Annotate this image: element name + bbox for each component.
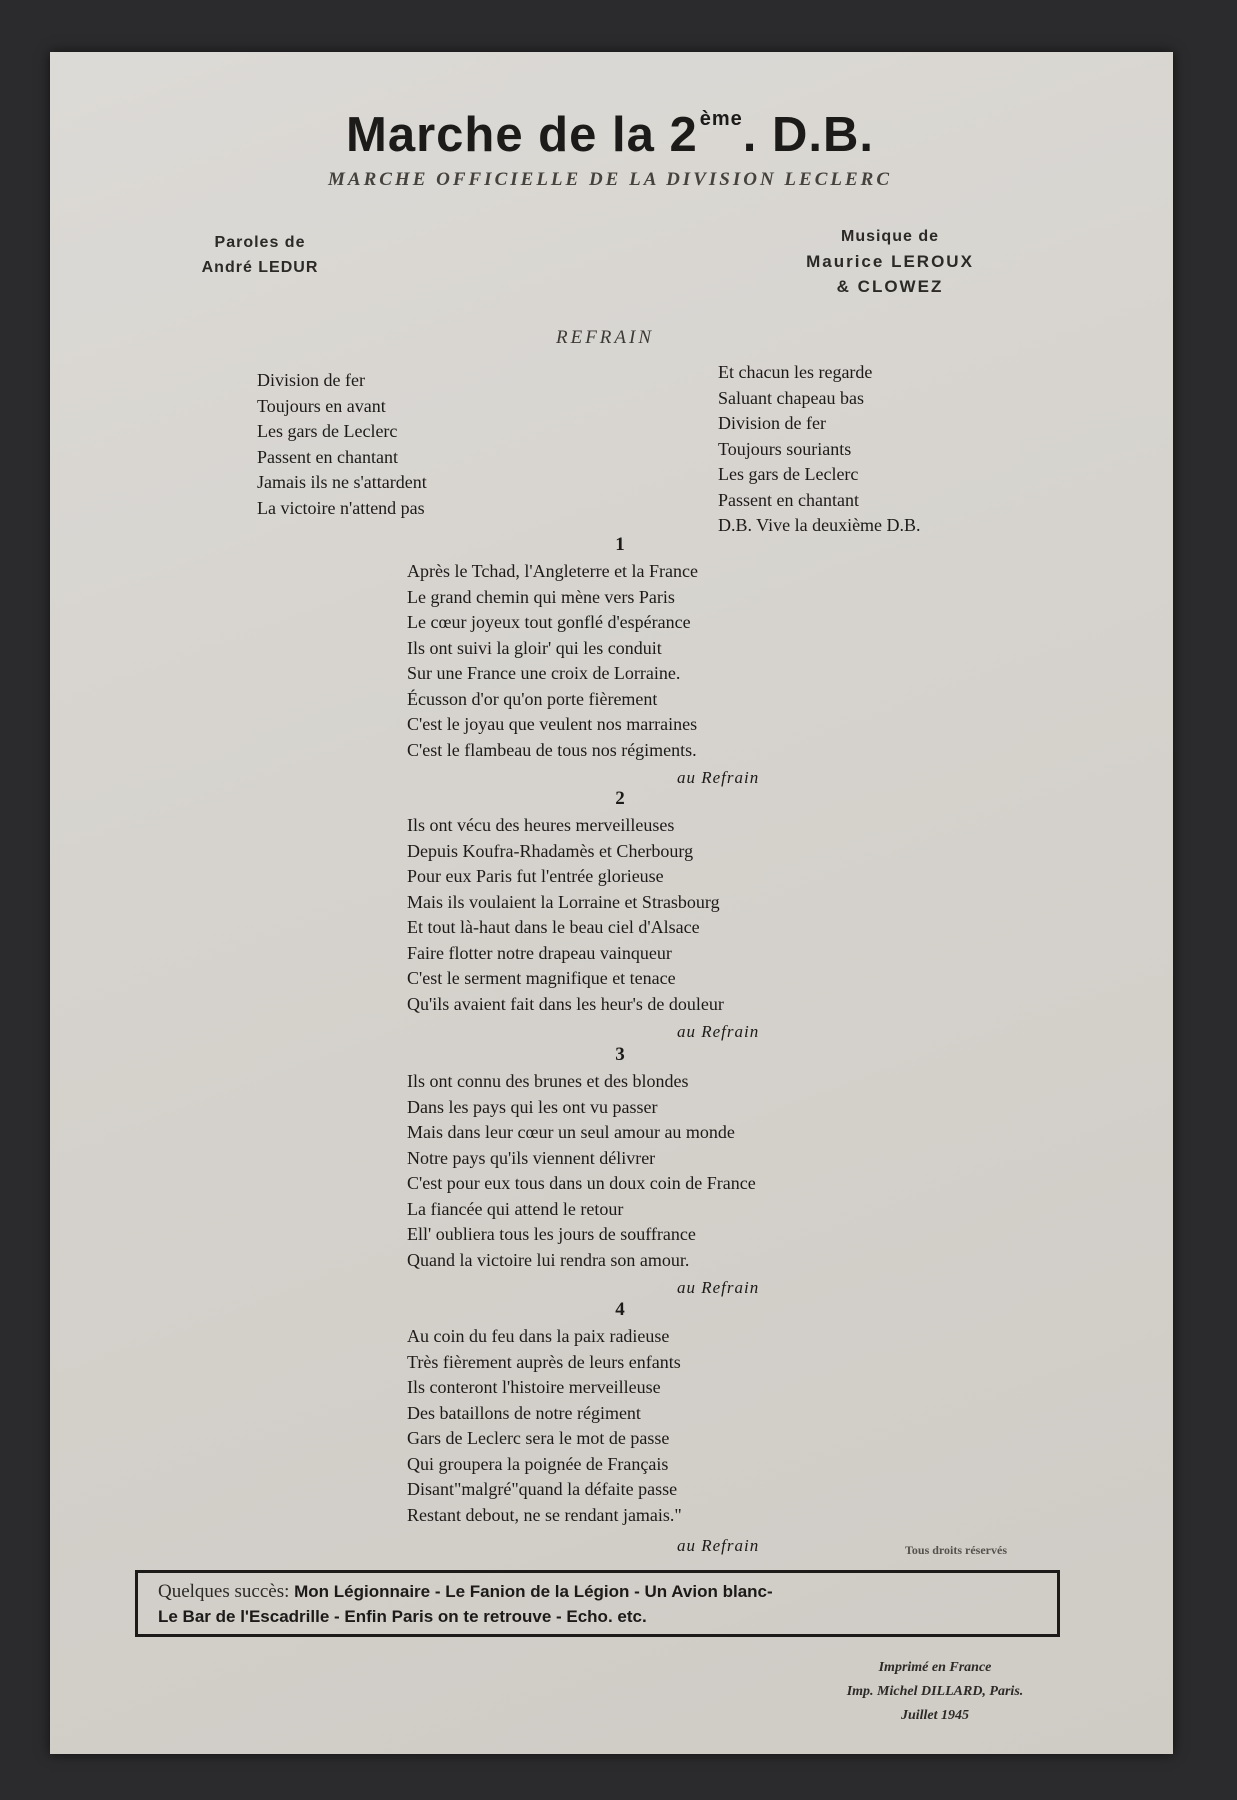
verse-line: Qu'ils avaient fait dans les heur's de douleur	[407, 993, 724, 1014]
successes-titles-2: Le Bar de l'Escadrille - Enfin Paris on te retrouve - Echo. etc.	[158, 1607, 647, 1626]
verse-line: Disant"malgré"quand la défaite passe	[407, 1479, 678, 1499]
verse-2	[407, 813, 847, 1017]
refrain-heading: REFRAIN	[555, 327, 655, 348]
verse-line: Ils ont suivi la gloir' qui les conduit	[407, 637, 662, 658]
refrain-line: La victoire n'attend pas	[257, 497, 425, 518]
refrain-line: Jamais ils ne s'attardent	[257, 472, 427, 492]
successes-lead: Quelques succès:	[158, 1581, 290, 1602]
verse-line: Et tout là-haut dans le beau ciel d'Alsace	[407, 917, 700, 937]
verse-number: 2	[615, 788, 625, 809]
music-credit	[740, 224, 1040, 299]
verse-line: Pour eux Paris fut l'entrée glorieuse	[407, 866, 664, 886]
printer-line: Juillet 1945	[900, 1708, 970, 1723]
refrain-cue: au Refrain	[677, 1022, 760, 1041]
refrain-right-column	[718, 360, 921, 539]
printer-imprint	[785, 1656, 1085, 1728]
refrain-line: D.B. Vive la deuxième D.B.	[718, 515, 921, 535]
verse-line: Depuis Koufra-Rhadamès et Cherbourg	[407, 840, 694, 861]
verse-number: 4	[615, 1299, 625, 1320]
refrain-line: Division de fer	[718, 413, 826, 433]
lyrics-author: André LEDUR	[201, 259, 319, 276]
music-author-1: Maurice LEROUX	[806, 252, 974, 271]
verse-line: Quand la victoire lui rendra son amour.	[407, 1249, 690, 1270]
verse-line: Ils conteront l'histoire merveilleuse	[407, 1377, 661, 1397]
refrain-line: Saluant chapeau bas	[718, 387, 864, 408]
refrain-cue: au Refrain	[677, 1536, 760, 1555]
verse-line: Très fièrement auprès de leurs enfants	[407, 1351, 681, 1372]
verse-line: Le cœur joyeux tout gonflé d'espérance	[407, 612, 691, 632]
refrain-line: Passent en chantant	[718, 489, 859, 510]
lyrics-label: Paroles de	[214, 234, 306, 251]
refrain-cue: au Refrain	[677, 1278, 760, 1297]
verse-line: Mais dans leur cœur un seul amour au monde	[407, 1122, 735, 1142]
refrain-line: Toujours souriants	[718, 438, 852, 459]
verse-line: La fiancée qui attend le retour	[407, 1198, 624, 1219]
successes-box	[135, 1570, 1060, 1637]
verse-line: C'est le serment magnifique et tenace	[407, 968, 676, 988]
refrain-line: Les gars de Leclerc	[257, 421, 398, 441]
refrain-line: Passent en chantant	[257, 446, 398, 467]
verse-line: Des bataillons de notre régiment	[407, 1402, 641, 1423]
song-subtitle: MARCHE OFFICIELLE DE LA DIVISION LECLERC	[328, 169, 892, 190]
successes-titles-1: Mon Légionnaire - Le Fanion de la Légion - Un Avion blanc-	[294, 1582, 773, 1601]
verse-line: Ils ont vécu des heures merveilleuses	[407, 815, 675, 835]
lyrics-credit	[140, 230, 380, 280]
verse-line: Dans les pays qui les ont vu passer	[407, 1096, 658, 1117]
refrain-left-column	[257, 368, 427, 521]
refrain-line: Toujours en avant	[257, 395, 386, 416]
successes-line-1	[158, 1579, 1057, 1604]
refrain-line: Et chacun les regarde	[718, 362, 873, 382]
verse-3	[407, 1069, 847, 1273]
verse-line: Restant debout, ne se rendant jamais."	[407, 1504, 682, 1525]
verse-line: Ell' oubliera tous les jours de souffrance	[407, 1224, 696, 1244]
verse-line: Au coin du feu dans la paix radieuse	[407, 1326, 670, 1346]
verse-number: 3	[615, 1044, 625, 1065]
verse-line: Écusson d'or qu'on porte fièrement	[407, 688, 658, 709]
verse-line: Gars de Leclerc sera le mot de passe	[407, 1428, 670, 1448]
title-superscript: ème	[699, 108, 743, 130]
verse-line: Après le Tchad, l'Angleterre et la France	[407, 561, 699, 581]
verse-line: Qui groupera la poignée de Français	[407, 1453, 669, 1474]
rights-notice: Tous droits réservés	[905, 1543, 1007, 1557]
title-main: Marche de la 2	[346, 108, 698, 162]
verse-line: Ils ont connu des brunes et des blondes	[407, 1071, 689, 1091]
verse-4	[407, 1324, 847, 1528]
verse-line: C'est le flambeau de tous nos régiments.	[407, 739, 697, 760]
refrain-cue: au Refrain	[677, 768, 760, 787]
refrain-line: Division de fer	[257, 370, 365, 390]
printer-line: Imprimé en France	[878, 1660, 992, 1675]
title-end: . D.B.	[742, 108, 874, 162]
verse-number: 1	[615, 534, 625, 555]
verse-line: Faire flotter notre drapeau vainqueur	[407, 942, 672, 963]
music-author-2: & CLOWEZ	[836, 277, 944, 296]
verse-line: Sur une France une croix de Lorraine.	[407, 663, 681, 683]
verse-1	[407, 559, 847, 763]
verse-line: Le grand chemin qui mène vers Paris	[407, 586, 675, 607]
song-title	[210, 107, 1010, 163]
refrain-line: Les gars de Leclerc	[718, 464, 859, 484]
verse-line: Notre pays qu'ils viennent délivrer	[407, 1147, 656, 1168]
music-label: Musique de	[840, 228, 939, 245]
sheet-music-page	[50, 52, 1173, 1754]
verse-line: Mais ils voulaient la Lorraine et Strasbourg	[407, 891, 720, 912]
printer-line: Imp. Michel DILLARD, Paris.	[846, 1684, 1024, 1699]
verse-line: C'est pour eux tous dans un doux coin de France	[407, 1173, 756, 1193]
verse-line: C'est le joyau que veulent nos marraines	[407, 714, 698, 734]
